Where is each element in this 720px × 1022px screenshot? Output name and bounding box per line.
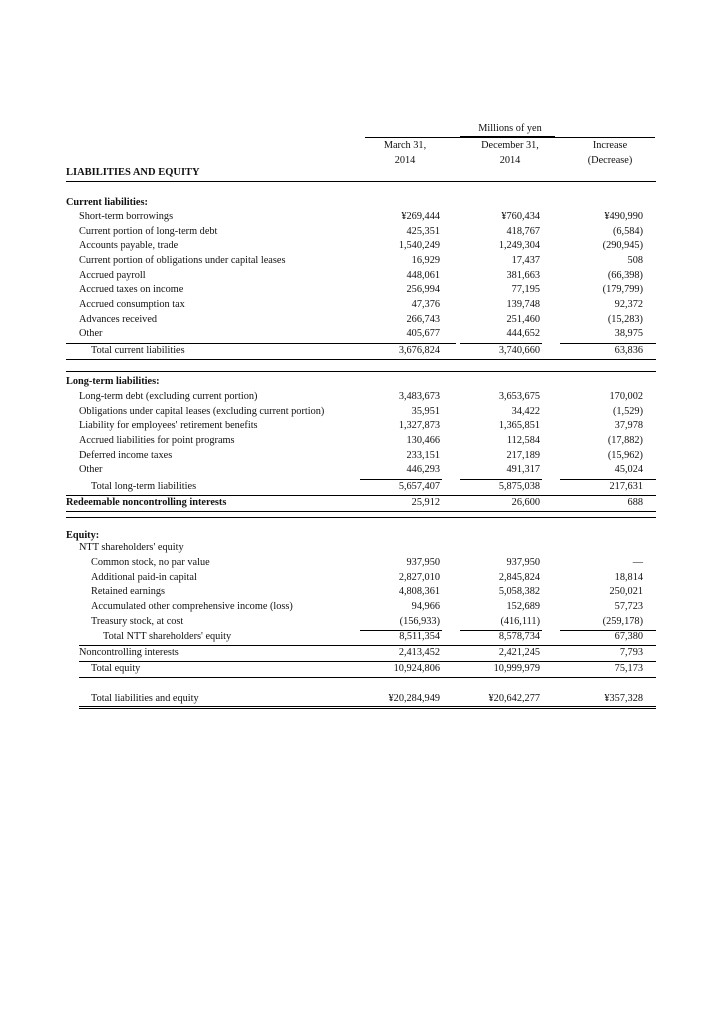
- header-col-change: Increase (Decrease): [587, 140, 633, 166]
- row-label: Additional paid-in capital: [91, 571, 197, 583]
- value-march-2014: 16,929: [411, 254, 440, 266]
- header-group-label: Millions of yen: [478, 123, 542, 134]
- value-december-2014: 5,875,038: [498, 481, 540, 492]
- value-december-2014: 217,189: [506, 449, 540, 461]
- rule-line: [79, 677, 656, 678]
- value-march-2014: 446,293: [406, 464, 440, 476]
- table-row: [0, 313, 720, 328]
- rule-line: [66, 359, 656, 360]
- rule-line: [66, 511, 656, 512]
- value-march-2014: 937,950: [406, 557, 440, 568]
- value-december-2014: 34,422: [511, 405, 540, 417]
- value-march-2014: 448,061: [406, 269, 440, 281]
- value-december-2014: 3,653,675: [498, 391, 540, 402]
- value-change: 37,978: [614, 420, 643, 432]
- table-row: [0, 327, 720, 342]
- total-current-liabilities-row: [0, 344, 720, 359]
- table-row: [0, 283, 720, 298]
- value-march-2014: ¥269,444: [401, 211, 440, 222]
- total-longterm-liabilities-row: [0, 480, 720, 495]
- value-march-2014: 266,743: [406, 313, 440, 325]
- noncontrolling-interests-row: [0, 646, 720, 661]
- row-label: Accrued payroll: [79, 269, 146, 281]
- value-change: (66,398): [607, 269, 643, 281]
- table-row: [0, 585, 720, 600]
- table-row: [0, 615, 720, 630]
- value-december-2014: 3,740,660: [498, 345, 540, 356]
- value-december-2014: 17,437: [511, 254, 540, 266]
- value-change: 45,024: [614, 464, 643, 476]
- value-change: (259,178): [602, 615, 643, 627]
- value-march-2014: ¥20,284,949: [388, 693, 440, 704]
- value-change: 67,380: [614, 631, 643, 642]
- row-label: Total NTT shareholders' equity: [103, 631, 232, 642]
- value-march-2014: 405,677: [406, 328, 440, 340]
- row-label: Advances received: [79, 313, 158, 325]
- row-label: Accrued taxes on income: [79, 284, 184, 296]
- value-march-2014: 3,676,824: [398, 345, 440, 356]
- total-equity-row: [0, 662, 720, 677]
- rule-line: [79, 708, 656, 709]
- value-change: ¥490,990: [604, 211, 643, 222]
- value-december-2014: 2,421,245: [498, 647, 540, 658]
- row-label: Short-term borrowings: [79, 211, 174, 222]
- value-march-2014: 5,657,407: [398, 481, 440, 492]
- table-row: [0, 556, 720, 571]
- ntt-shareholders-equity-subheading: NTT shareholders' equity: [79, 542, 184, 553]
- row-label: Accumulated other comprehensive income (loss): [91, 600, 293, 612]
- value-change: 170,002: [609, 391, 643, 402]
- table-row: [0, 390, 720, 405]
- value-december-2014: 1,249,304: [498, 240, 540, 252]
- value-december-2014: 112,584: [506, 434, 540, 446]
- value-march-2014: 256,994: [406, 284, 440, 296]
- row-label: Accounts payable, trade: [79, 240, 179, 252]
- row-label: Redeemable noncontrolling interests: [66, 497, 227, 508]
- value-march-2014: 2,827,010: [398, 571, 440, 583]
- value-change: 7,793: [619, 647, 643, 658]
- equity-heading: Equity:: [66, 530, 100, 541]
- table-row: [0, 449, 720, 464]
- value-change: 508: [627, 254, 643, 266]
- value-change: —: [632, 557, 643, 568]
- table-row: [0, 269, 720, 284]
- row-label: Accrued consumption tax: [79, 298, 185, 310]
- value-december-2014: 152,689: [506, 600, 540, 612]
- header-col-march: March 31, 2014: [383, 140, 427, 166]
- row-label: Liability for employees' retirement benefits: [79, 420, 258, 432]
- value-december-2014: ¥20,642,277: [488, 693, 540, 704]
- value-december-2014: 8,578,734: [498, 631, 540, 642]
- row-label: Total equity: [91, 663, 141, 674]
- value-march-2014: 233,151: [406, 449, 440, 461]
- table-row: [0, 298, 720, 313]
- value-december-2014: 937,950: [506, 557, 540, 568]
- value-december-2014: 2,845,824: [498, 571, 540, 583]
- table-row: [0, 434, 720, 449]
- row-label: Deferred income taxes: [79, 449, 173, 461]
- value-december-2014: 77,195: [511, 284, 540, 296]
- value-december-2014: 26,600: [511, 497, 540, 508]
- value-change: 250,021: [609, 586, 643, 598]
- row-label: Total current liabilities: [91, 345, 185, 356]
- value-march-2014: 25,912: [411, 497, 440, 508]
- value-change: (1,529): [612, 405, 643, 417]
- value-change: (15,962): [607, 449, 643, 461]
- longterm-liabilities-heading: Long-term liabilities:: [66, 376, 160, 387]
- value-march-2014: 4,808,361: [398, 586, 440, 598]
- row-label: Total liabilities and equity: [91, 693, 199, 704]
- value-change: 63,836: [614, 345, 643, 356]
- total-liabilities-and-equity-row: [0, 692, 720, 707]
- value-december-2014: 418,767: [506, 225, 540, 237]
- value-december-2014: 5,058,382: [498, 586, 540, 598]
- value-change: (179,799): [602, 284, 643, 296]
- value-change: 18,814: [614, 571, 643, 583]
- table-row: [0, 225, 720, 240]
- row-label: Current portion of long-term debt: [79, 225, 218, 237]
- row-label: Other: [79, 328, 103, 340]
- header-col-december: December 31, 2014: [481, 140, 539, 166]
- value-december-2014: 444,652: [506, 328, 540, 340]
- table-row: [0, 419, 720, 434]
- rule-line: [79, 706, 656, 707]
- value-march-2014: 1,327,873: [398, 420, 440, 432]
- table-row: [0, 571, 720, 586]
- row-label: Other: [79, 464, 103, 476]
- table-row: [0, 254, 720, 269]
- value-december-2014: 251,460: [506, 313, 540, 325]
- section-title: LIABILITIES AND EQUITY: [66, 167, 200, 178]
- value-december-2014: (416,111): [500, 615, 540, 627]
- value-march-2014: 10,924,806: [393, 663, 440, 674]
- value-change: ¥357,328: [604, 693, 643, 704]
- value-change: 57,723: [614, 600, 643, 612]
- table-row: [0, 600, 720, 615]
- value-march-2014: 1,540,249: [398, 240, 440, 252]
- row-label: Retained earnings: [91, 586, 166, 598]
- table-row: [0, 463, 720, 478]
- table-row: [0, 405, 720, 420]
- value-december-2014: 381,663: [506, 269, 540, 281]
- row-label: Common stock, no par value: [91, 557, 210, 568]
- row-label: Total long-term liabilities: [91, 481, 197, 492]
- value-change: 38,975: [614, 328, 643, 340]
- value-change: 688: [627, 497, 643, 508]
- row-label: Long-term debt (excluding current portion): [79, 391, 258, 402]
- value-change: 92,372: [614, 298, 643, 310]
- value-march-2014: 8,511,354: [399, 631, 440, 642]
- value-december-2014: ¥760,434: [501, 211, 540, 222]
- value-march-2014: 3,483,673: [398, 391, 440, 402]
- value-change: 75,173: [614, 663, 643, 674]
- current-liabilities-heading: Current liabilities:: [66, 197, 148, 208]
- value-december-2014: 139,748: [506, 298, 540, 310]
- value-march-2014: 35,951: [411, 405, 440, 417]
- row-label: Current portion of obligations under capital leases: [79, 254, 286, 266]
- table-row: [0, 210, 720, 225]
- value-change: (15,283): [607, 313, 643, 325]
- total-ntt-shareholders-equity-row: [0, 630, 720, 645]
- value-december-2014: 1,365,851: [498, 420, 540, 432]
- value-change: (17,882): [607, 434, 643, 446]
- redeemable-noncontrolling-interests-row: [0, 496, 720, 511]
- value-december-2014: 10,999,979: [493, 663, 540, 674]
- value-march-2014: 425,351: [406, 225, 440, 237]
- table-row: [0, 239, 720, 254]
- row-label: Noncontrolling interests: [79, 647, 179, 658]
- value-march-2014: (156,933): [399, 615, 440, 627]
- row-label: Obligations under capital leases (excluding current portion): [79, 405, 325, 417]
- value-december-2014: 491,317: [506, 464, 540, 476]
- value-change: (290,945): [602, 240, 643, 252]
- value-march-2014: 94,966: [411, 600, 440, 612]
- row-label: Treasury stock, at cost: [91, 615, 184, 627]
- row-label: Accrued liabilities for point programs: [79, 434, 235, 446]
- value-change: 217,631: [609, 481, 643, 492]
- value-march-2014: 130,466: [406, 434, 440, 446]
- value-change: (6,584): [612, 225, 643, 237]
- value-march-2014: 2,413,452: [398, 647, 440, 658]
- value-march-2014: 47,376: [411, 298, 440, 310]
